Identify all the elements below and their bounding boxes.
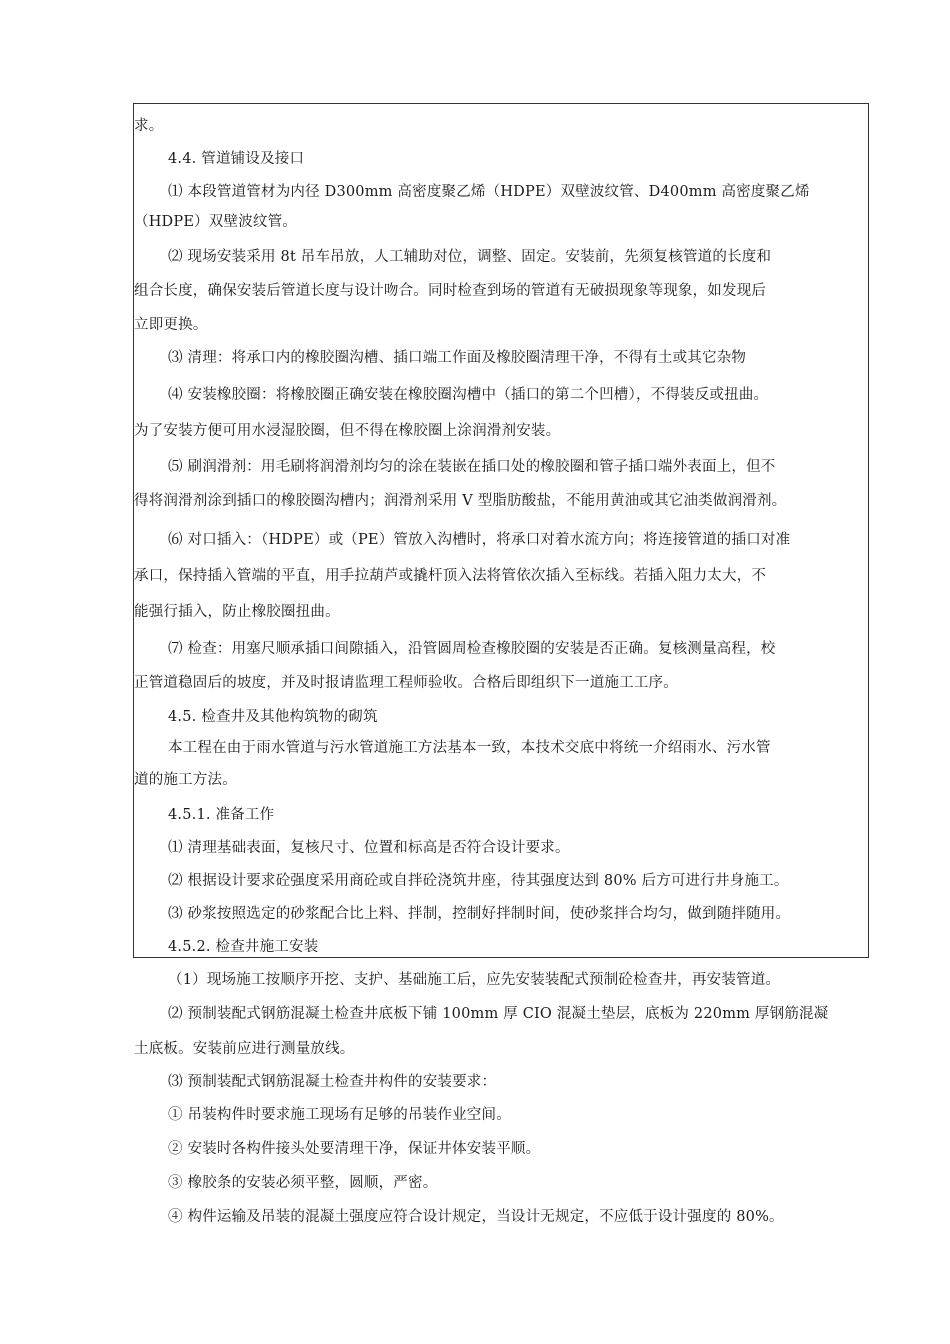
text-line: ⑷ 安装橡胶圈：将橡胶圈正确安装在橡胶圈沟槽中（插口的第二个凹槽），不得装反或扭曲。	[168, 387, 769, 403]
text-line: ⑹ 对口插入：（HDPE）或（PE）管放入沟槽时，将承口对着水流方向；将连接管道的插口对准	[168, 532, 791, 548]
text-line: 土底板。安装前应进行测量放线。	[134, 1041, 355, 1057]
section-heading-4-5-1: 4.5.1. 准备工作	[168, 807, 275, 823]
text-line: 承口，保持插入管端的平直，用手拉葫芦或撬杆顶入法将管依次插入至标线。若插入阻力太大，不	[134, 568, 767, 584]
section-heading-4-4: 4.4. 管道铺设及接口	[168, 151, 305, 167]
text-line: 立即更换。	[134, 317, 208, 333]
section-heading-4-5-2: 4.5.2. 检查井施工安装	[168, 939, 319, 955]
text-line: 正管道稳固后的坡度，并及时报请监理工程师验收。合格后即组织下一道施工工序。	[134, 675, 678, 691]
text-line: ⑴ 清理基础表面，复核尺寸、位置和标高是否符合设计要求。	[168, 840, 570, 856]
list-item: ④ 构件运输及吊装的混凝土强度应符合设计规定，当设计无规定，不应低于设计强度的 80%。	[168, 1209, 784, 1225]
text-line: ⑵ 现场安装采用 8t 吊车吊放，人工辅助对位，调整、固定。安装前，先须复核管道的长度和	[168, 249, 772, 265]
text-line: ⑵ 预制装配式钢筋混凝土检查井底板下铺 100mm 厚 CIO 混凝土垫层，底板为 220mm 厚钢筋混凝	[168, 1006, 829, 1022]
list-item: ③ 橡胶条的安装必须平整，圆顺，严密。	[168, 1175, 438, 1191]
section-heading-4-5: 4.5. 检查井及其他构筑物的砌筑	[168, 709, 378, 725]
text-line: 得将润滑剂涂到插口的橡胶圈沟槽内；润滑剂采用 V 型脂肪酸盐，不能用黄油或其它油类做润滑剂。	[134, 493, 787, 509]
text-line: ⑴ 本段管道管材为内径 D300mm 高密度聚乙烯（HDPE）双壁波纹管、D400mm 高密度聚乙烯	[168, 184, 810, 200]
list-item: ① 吊装构件时要求施工现场有足够的吊装作业空间。	[168, 1107, 511, 1123]
list-item: ② 安装时各构件接头处要清理干净，保证井体安装平顺。	[168, 1141, 541, 1157]
text-line: ⑵ 根据设计要求砼强度采用商砼或自拌砼浇筑井座，待其强度达到 80% 后方可进行井身施工。	[168, 873, 789, 889]
text-line: 组合长度，确保安装后管道长度与设计吻合。同时检查到场的管道有无破损现象等现象，如发现后	[134, 283, 767, 299]
text-line: 本工程在由于雨水管道与污水管道施工方法基本一致，本技术交底中将统一介绍雨水、污水管	[168, 740, 771, 756]
text-line: ⑶ 预制装配式钢筋混凝土检查井构件的安装要求：	[168, 1074, 497, 1090]
text-line: 能强行插入，防止橡胶圈扭曲。	[134, 604, 340, 620]
text-line: ⑺ 检查：用塞尺顺承插口间隙插入，沿管圆周检查橡胶圈的安装是否正确。复核测量高程，校	[168, 641, 776, 657]
text-line: 为了安装方便可用水浸湿胶圈，但不得在橡胶圈上涂润滑剂安装。	[134, 423, 561, 439]
text-line: ⑶ 清理：将承口内的橡胶圈沟槽、插口端工作面及橡胶圈清理干净，不得有土或其它杂物	[168, 350, 747, 366]
text-line: ⑸ 刷润滑剂：用毛刷将润滑剂均匀的涂在装嵌在插口处的橡胶圈和管子插口端外表面上，但不	[168, 459, 776, 475]
text-line: 求。	[134, 118, 164, 134]
text-line: 道的施工方法。	[134, 772, 237, 788]
text-line: （HDPE）双壁波纹管。	[134, 214, 298, 230]
text-line: （1）现场施工按顺序开挖、支护、基础施工后，应先安装装配式预制砼检查井，再安装管道。	[168, 972, 781, 988]
text-line: ⑶ 砂浆按照选定的砂浆配合比上料、拌制，控制好拌制时间，使砂浆拌合均匀，做到随拌随用。	[168, 906, 791, 922]
